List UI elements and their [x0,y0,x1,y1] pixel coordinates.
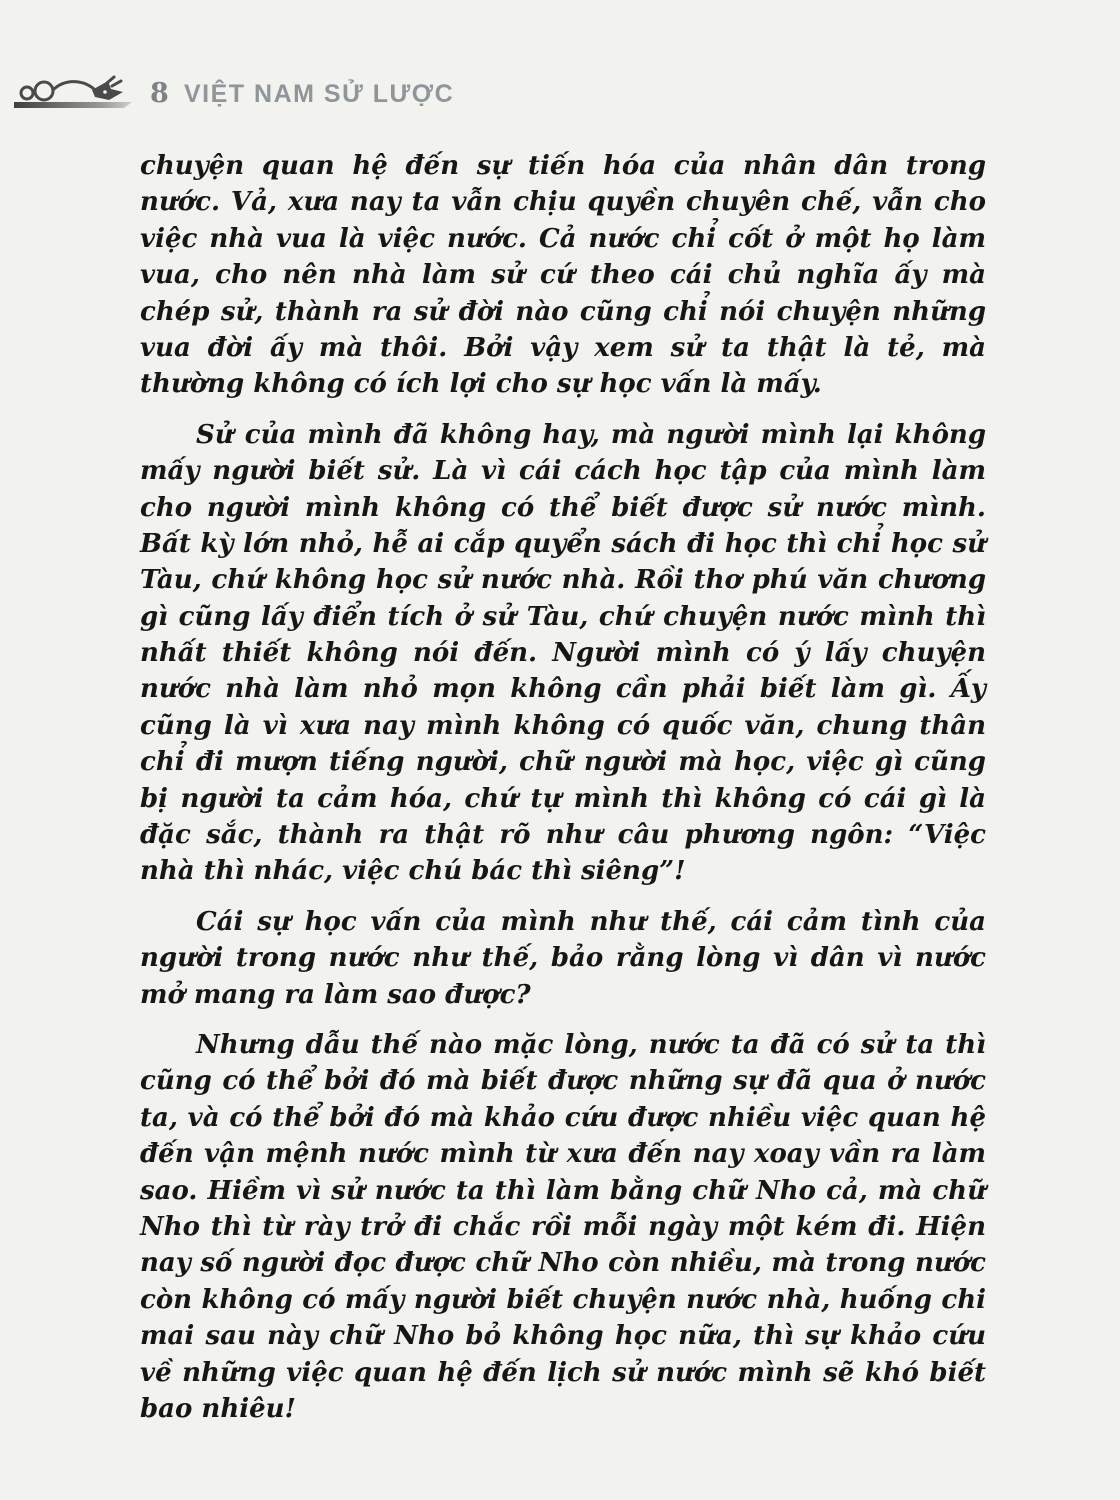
body-paragraph: Nhưng dẫu thế nào mặc lòng, nước ta đã có sử ta thì cũng có thể bởi đó mà biết được những sự đã qua ở nước ta, và có thể bởi đó mà khảo cứu được nhiều việc quan hệ đến vận mệnh nước mình từ xưa đến nay xoay vần ra làm sao. Hiềm vì sử nước ta thì làm bằng chữ Nho cả, mà chữ Nho thì từ rày trở đi chắc rồi mỗi ngày một kém đi. Hiện nay số người đọc được chữ Nho còn nhiều, mà trong nước còn không có mấy người biết chuyện nước nhà, huống chi mai sau này chữ Nho bỏ không học nữa, thì sự khảo cứu về những việc quan hệ đến lịch sử nước mình sẽ khó biết bao nhiêu! [140,1029,986,1424]
book-title: VIỆT NAM SỬ LƯỢC [184,80,455,108]
body-paragraph: Sử của mình đã không hay, mà người mình lại không mấy người biết sử. Là vì cái cách học tập của mình làm cho người mình không có thể biết được sử nước mình. Bất kỳ lớn nhỏ, hễ ai cắp quyển sách đi học thì chỉ học sử Tàu, chứ không học sử nước nhà. Rồi thơ phú văn chương gì cũng lấy điển tích ở sử Tàu, chứ chuyện nước mình thì nhất thiết không nói đến. Người mình có ý lấy chuyện nước nhà làm nhỏ mọn không cần phải biết làm gì. Ấy cũng là vì xưa nay mình không có quốc văn, chung thân chỉ đi mượn tiếng người, chữ người mà học, việc gì cũng bị người ta cảm hóa, chứ tự mình thì không có cái gì là đặc sắc, thành ra thật rõ như câu phương ngôn: “Việc nhà thì nhác, việc chú bác thì siêng”! [140,419,986,887]
dragon-ornament-icon [14,74,136,118]
page-number: 8 [150,78,169,109]
page-header [0,72,1120,120]
body-text [140,148,986,1441]
body-paragraph: chuyện quan hệ đến sự tiến hóa của nhân dân trong nước. Vả, xưa nay ta vẫn chịu quyền chuyên chế, vẫn cho việc nhà vua là việc nước. Cả nước chỉ cốt ở một họ làm vua, cho nên nhà làm sử cứ theo cái chủ nghĩa ấy mà chép sử, thành ra sử đời nào cũng chỉ nói chuyện những vua đời ấy mà thôi. Bởi vậy xem sử ta thật là tẻ, mà thường không có ích lợi cho sự học vấn là mấy. [140,151,986,400]
body-paragraph: Cái sự học vấn của mình như thế, cái cảm tình của người trong nước như thế, bảo rằng lòng vì dân vì nước mở mang ra làm sao được? [140,906,986,1010]
